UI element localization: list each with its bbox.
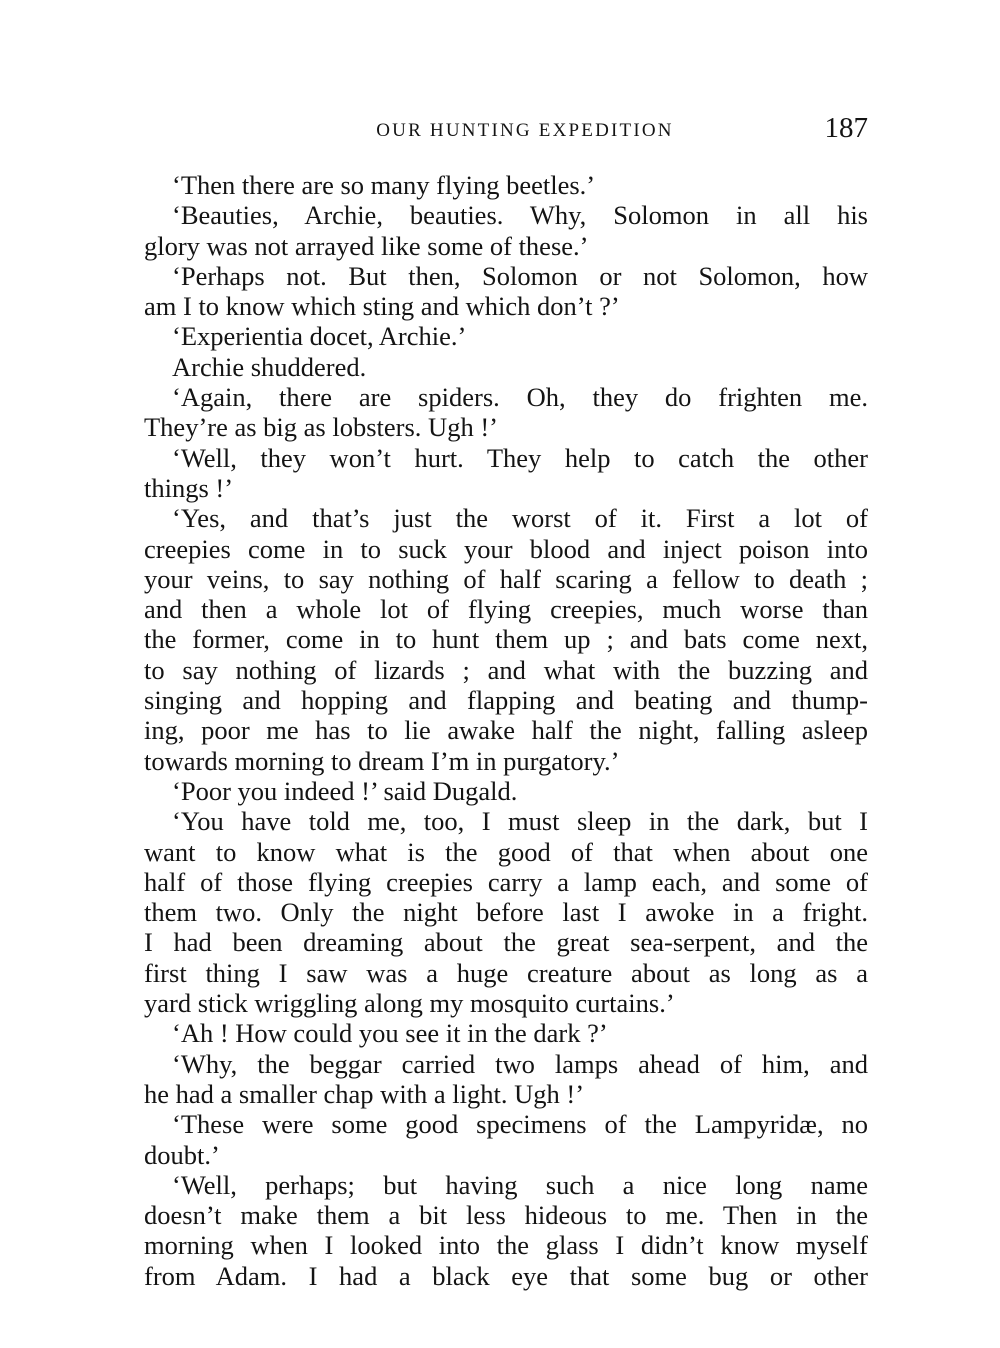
running-head: OUR HUNTING EXPEDITION (376, 120, 674, 141)
text-line: ‘Beauties, Archie, beauties. Why, Solomon in all his (172, 200, 868, 231)
text-line: want to know what is the good of that when about one (144, 836, 868, 867)
text-line: things !’ (144, 472, 234, 503)
text-line: I had been dreaming about the great sea-serpent, and the (144, 927, 868, 958)
text-line: creepies come in to suck your blood and inject poison into (144, 533, 868, 564)
text-line: and then a whole lot of flying creepies, much worse than (144, 594, 868, 625)
text-line: am I to know which sting and which don’t ?’ (144, 291, 620, 322)
text-line: ‘Then there are so many flying beetles.’ (172, 170, 596, 200)
text-line: ‘Ah ! How could you see it in the dark ?’ (172, 1018, 608, 1049)
text-line: ‘Poor you indeed !’ said Dugald. (172, 775, 518, 806)
text-line: ‘Yes, and that’s just the worst of it. First a lot of (172, 503, 868, 534)
text-line: glory was not arrayed like some of these.’ (144, 230, 589, 261)
text-line: ‘Again, there are spiders. Oh, they do frighten me. (172, 382, 868, 413)
body-text (144, 170, 868, 1291)
text-line: singing and hopping and flapping and beating and thump- (144, 685, 868, 716)
text-line: Archie shuddered. (172, 351, 367, 382)
text-line: ing, poor me has to lie awake half the night, falling asleep (144, 715, 868, 746)
text-line: doubt.’ (144, 1139, 220, 1170)
text-line: ‘Well, they won’t hurt. They help to catch the other (172, 442, 868, 473)
text-line: ‘Why, the beggar carried two lamps ahead of him, and (172, 1048, 868, 1079)
text-line: first thing I saw was a huge creature about as long as a (144, 957, 868, 988)
text-line: ‘These were some good specimens of the Lampyridæ, no (172, 1109, 868, 1140)
text-line: half of those flying creepies carry a lamp each, and some of (144, 866, 868, 897)
text-line: your veins, to say nothing of half scaring a fellow to death ; (144, 563, 868, 594)
text-line: doesn’t make them a bit less hideous to me. Then in the (144, 1200, 868, 1231)
text-line: yard stick wriggling along my mosquito curtains.’ (144, 988, 675, 1019)
text-line: them two. Only the night before last I awoke in a fright. (144, 897, 868, 928)
text-line: ‘Perhaps not. But then, Solomon or not Solomon, how (172, 260, 868, 291)
text-line: ‘Well, perhaps; but having such a nice long name (172, 1169, 868, 1200)
text-line: ‘Experientia docet, Archie.’ (172, 321, 467, 352)
page-number: 187 (824, 112, 868, 144)
text-line: towards morning to dream I’m in purgatory.’ (144, 745, 620, 776)
text-line: to say nothing of lizards ; and what with the buzzing and (144, 654, 868, 685)
text-line: from Adam. I had a black eye that some bug or other (144, 1260, 868, 1291)
text-line: They’re as big as lobsters. Ugh !’ (144, 412, 498, 443)
text-line: he had a smaller chap with a light. Ugh !’ (144, 1078, 585, 1109)
text-line: morning when I looked into the glass I didn’t know myself (144, 1230, 868, 1261)
page-header (144, 112, 868, 152)
text-line: the former, come in to hunt them up ; and bats come next, (144, 624, 868, 655)
text-line: ‘You have told me, too, I must sleep in the dark, but I (172, 806, 868, 837)
